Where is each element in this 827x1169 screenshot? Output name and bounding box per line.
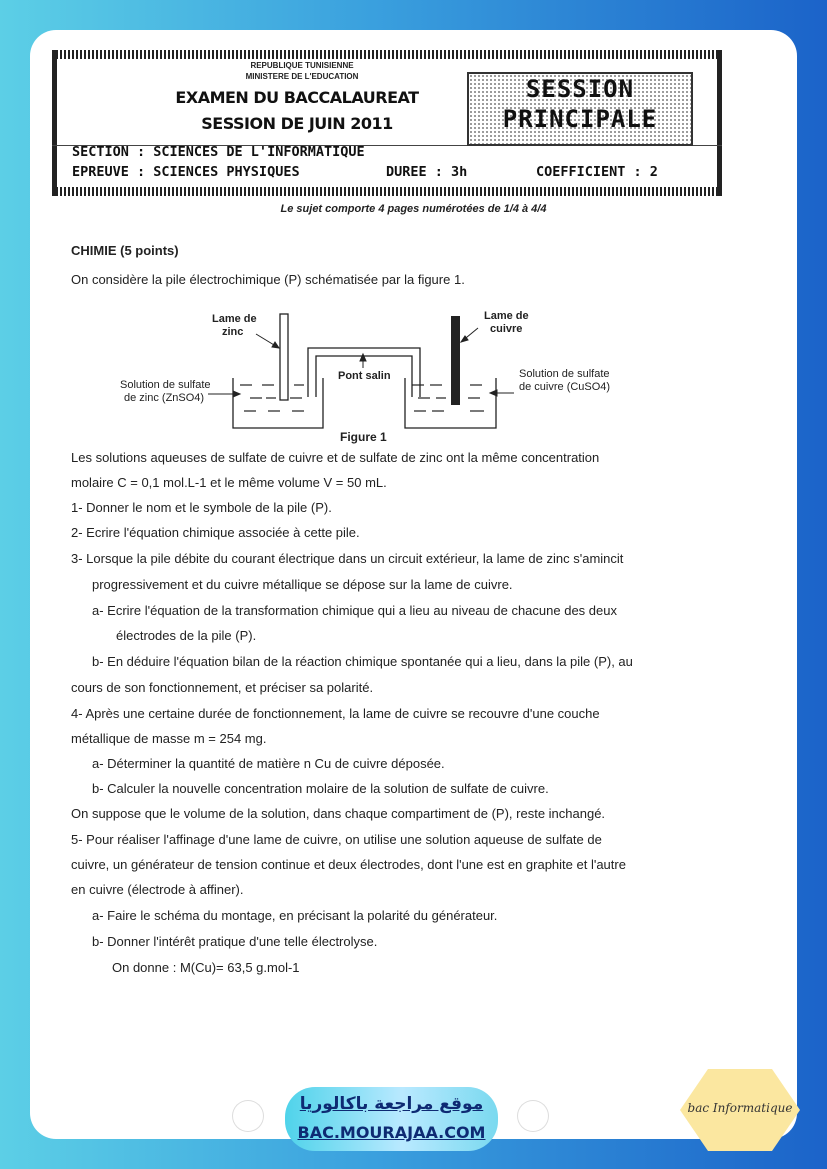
- solution-dashes: [240, 385, 484, 411]
- lame-cuivre-electrode: [451, 316, 460, 405]
- text-line: b- En déduire l'équation bilan de la réaction chimique spontanée qui a lieu, dans la pile (P), au: [92, 654, 633, 669]
- text-line: b- Donner l'intérêt pratique d'une telle électrolyse.: [92, 934, 378, 949]
- text-line: 2- Ecrire l'équation chimique associée à cette pile.: [71, 525, 360, 540]
- site-arabic-name: موقع مراجعة باكالوريا: [299, 1094, 484, 1114]
- sol-zinc-label2: de zinc (ZnSO4): [124, 392, 205, 404]
- session-box-line2: PRINCIPALE: [502, 105, 658, 133]
- figure-caption: Figure 1: [340, 430, 387, 444]
- lame-zinc-label2: zinc: [222, 326, 244, 338]
- text-line: a- Ecrire l'équation de la transformation chimique qui a lieu au niveau de chacune des deux: [92, 603, 617, 618]
- text-line: a- Faire le schéma du montage, en précisant la polarité du générateur.: [92, 908, 498, 923]
- text-line: en cuivre (électrode à affiner).: [71, 882, 244, 897]
- text-line: b- Calculer la nouvelle concentration molaire de la solution de sulfate de cuivre.: [92, 781, 549, 796]
- site-logo-left: [233, 1101, 263, 1131]
- epreuve-label: EPREUVE : SCIENCES PHYSIQUES: [72, 164, 300, 180]
- text-line: électrodes de la pile (P).: [116, 628, 257, 643]
- text-line: 4- Après une certaine durée de fonctionnement, la lame de cuivre se recouvre d'une couche: [71, 706, 600, 721]
- pages-note: Le sujet comporte 4 pages numérotées de 1/4 à 4/4: [280, 203, 547, 215]
- text-line: 1- Donner le nom et le symbole de la pile (P).: [71, 500, 332, 515]
- chimie-title: CHIMIE (5 points): [71, 243, 179, 258]
- text-line: 5- Pour réaliser l'affinage d'une lame de cuivre, on utilise une solution aqueuse de sulfate de: [71, 832, 602, 847]
- lame-cuivre-label2: cuivre: [490, 323, 523, 335]
- chimie-intro: On considère la pile électrochimique (P) schématisée par la figure 1.: [71, 272, 465, 287]
- text-line: cuivre, un générateur de tension continue et deux électrodes, dont l'une est en graphite et l'autre: [71, 857, 626, 872]
- text-line: 3- Lorsque la pile débite du courant électrique dans un circuit extérieur, la lame de zinc s'amincit: [71, 551, 624, 566]
- republic-label: REPUBLIQUE TUNISIENNE: [250, 61, 354, 70]
- sol-cuivre-label2: de cuivre (CuSO4): [519, 381, 611, 393]
- site-logo-right: [518, 1101, 548, 1131]
- sol-cuivre-label1: Solution de sulfate: [519, 368, 610, 380]
- text-line: On suppose que le volume de la solution, dans chaque compartiment de (P), reste inchangé.: [71, 806, 606, 821]
- bac-informatique-badge: [678, 1067, 802, 1153]
- site-banner[interactable]: [285, 1087, 498, 1151]
- lame-cuivre-label1: Lame de: [484, 310, 529, 322]
- text-line: molaire C = 0,1 mol.L-1 et le même volume V = 50 mL.: [71, 475, 387, 490]
- text-line: progressivement et du cuivre métallique se dépose sur la lame de cuivre.: [92, 577, 513, 592]
- text-line: a- Déterminer la quantité de matière n Cu de cuivre déposée.: [92, 756, 445, 771]
- duree-label: DUREE : 3h: [386, 164, 468, 180]
- site-url-link[interactable]: BAC.MOURAJAA.COM: [297, 1123, 486, 1142]
- session-date: SESSION DE JUIN 2011: [201, 114, 393, 133]
- badge-text: bac Informatique: [687, 1101, 793, 1115]
- pont-salin-label: Pont salin: [338, 370, 391, 382]
- text-line: Les solutions aqueuses de sulfate de cuivre et de sulfate de zinc ont la même concentration: [71, 450, 600, 465]
- lame-zinc-electrode: [280, 314, 288, 400]
- text-line: cours de son fonctionnement, et préciser sa polarité.: [71, 680, 374, 695]
- ministry-label: MINISTERE DE L'EDUCATION: [245, 72, 359, 81]
- exam-title: EXAMEN DU BACCALAUREAT: [175, 88, 419, 107]
- coefficient-label: COEFFICIENT : 2: [536, 164, 658, 180]
- text-line: On donne : M(Cu)= 63,5 g.mol-1: [112, 960, 300, 975]
- sol-zinc-label1: Solution de sulfate: [120, 379, 211, 391]
- text-line: métallique de masse m = 254 mg.: [71, 731, 267, 746]
- section-label: SECTION : SCIENCES DE L'INFORMATIQUE: [72, 144, 365, 160]
- session-box-line1: SESSION: [525, 75, 635, 103]
- lame-zinc-label1: Lame de: [212, 313, 257, 325]
